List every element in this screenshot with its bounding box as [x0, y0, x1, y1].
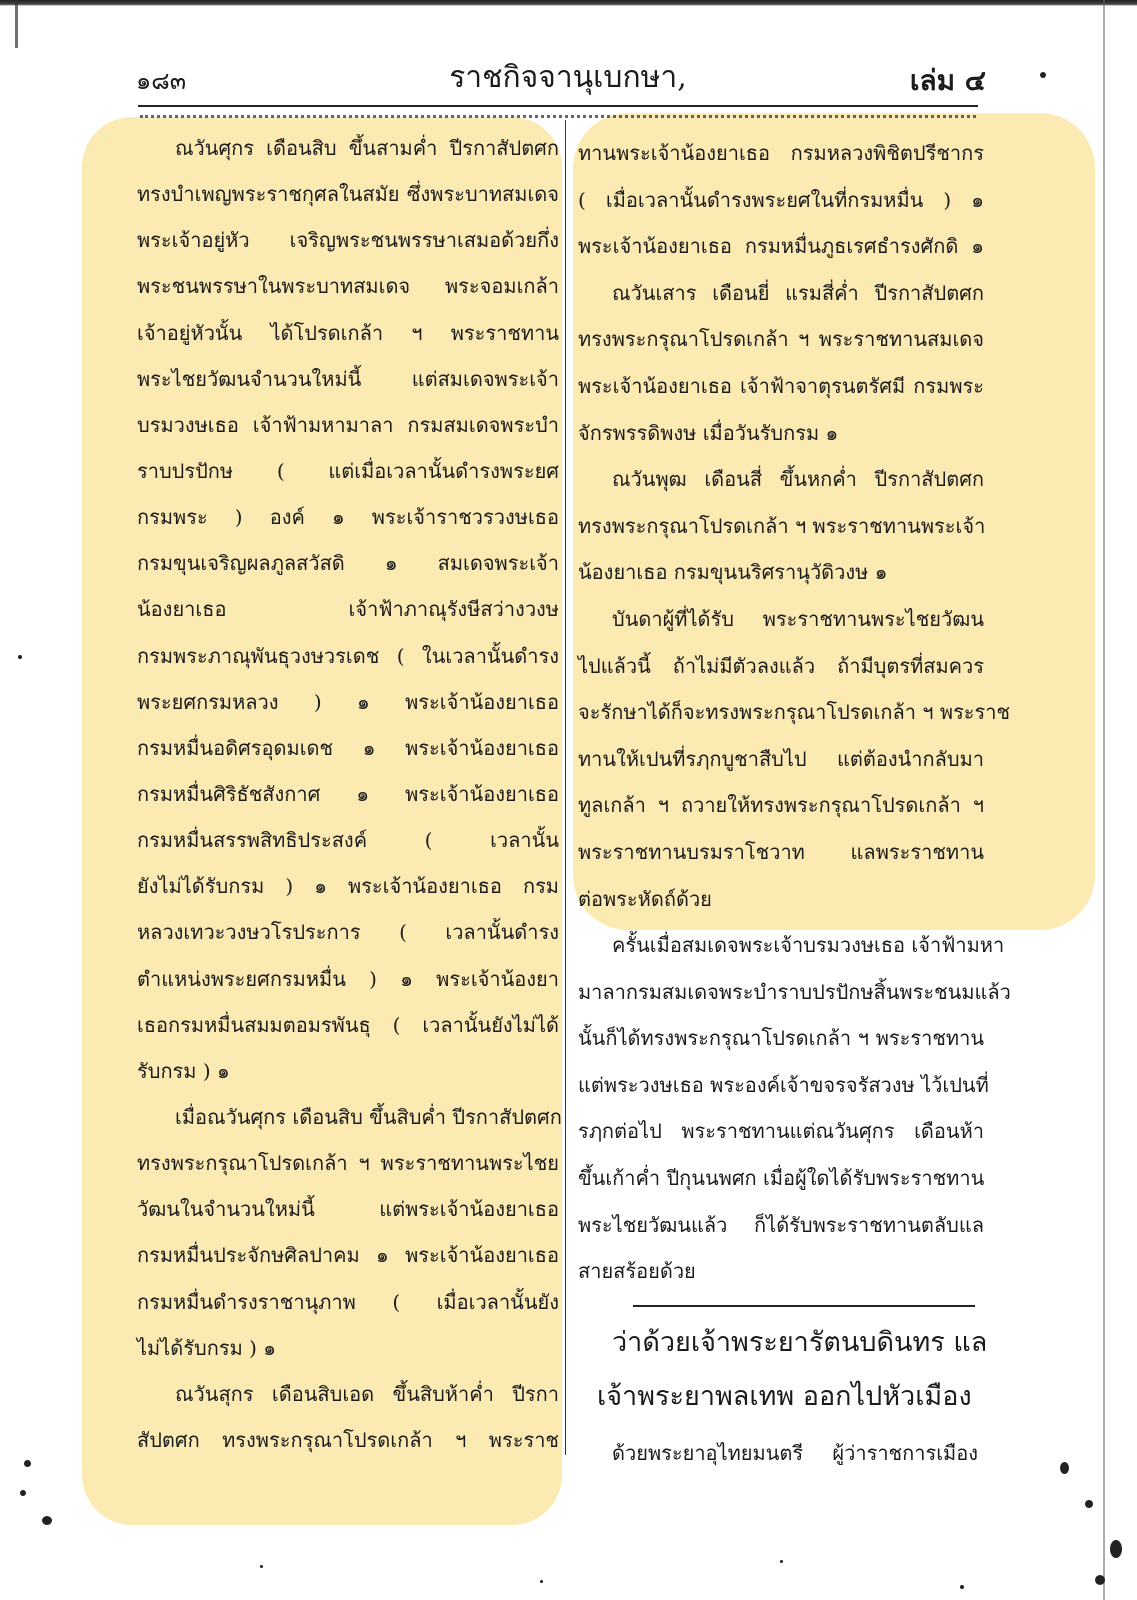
text-line: กรมหมื่นอดิศรอุดมเดช ๑ พระเจ้าน้องยาเธอ: [137, 735, 559, 760]
text-line: พระเจ้าน้องยาเธอ เจ้าฟ้าจาตุรนตรัศมี กรมพระ: [578, 373, 984, 398]
scan-speck: [540, 1580, 543, 1583]
scan-speck: [1110, 1540, 1122, 1558]
text-line: ขึ้นเก้าค่ำ ปีกุนนพศก เมื่อผู้ใดได้รับพระราชทาน: [578, 1166, 985, 1191]
text-line: ไม่ได้รับกรม ) ๑: [137, 1335, 276, 1360]
text-line: จักรพรรดิพงษ เมื่อวันรับกรม ๑: [578, 420, 839, 445]
section-rule: [633, 1305, 975, 1307]
text-line: ราบปรปักษ ( แต่เมื่อเวลานั้นดำรงพระยศ: [137, 458, 559, 483]
text-line: ทรงพระกรุณาโปรดเกล้า ฯ พระราชทานสมเดจ: [578, 327, 984, 352]
text-line: น้องยาเธอ เจ้าฟ้าภาณุรังษีสว่างวงษ: [137, 597, 559, 622]
scan-speck: [24, 1460, 31, 1467]
text-line: เมื่อณวันศุกร เดือนสิบ ขึ้นสิบค่ำ ปีรกาสัปตศก: [175, 1104, 562, 1129]
text-line: ต่อพระหัดถ์ด้วย: [578, 886, 712, 911]
text-line: เจ้าอยู่หัวนั้น ได้โปรดเกล้า ฯ พระราชทาน: [137, 320, 559, 345]
text-line: ( เมื่อเวลานั้นดำรงพระยศในที่กรมหมื่น ) ๑: [578, 187, 984, 212]
scan-speck: [960, 1585, 964, 1589]
text-line: ทูลเกล้า ฯ ถวายให้ทรงพระกรุณาโปรดเกล้า ฯ: [578, 793, 984, 818]
volume-number: เล่ม ๔: [909, 64, 986, 97]
text-line: ทรงพระกรุณาโปรดเกล้า ฯ พระราชทานพระไชย: [137, 1151, 559, 1176]
text-line: ณวันศุกร เดือนสิบ ขึ้นสามค่ำ ปีรกาสัปตศก: [175, 136, 559, 160]
scan-speck: [780, 1560, 783, 1563]
scan-border-right: [1103, 0, 1105, 1600]
text-line: ยังไม่ได้รับกรม ) ๑ พระเจ้าน้องยาเธอ กรม: [137, 874, 559, 899]
section-heading: ว่าด้วยเจ้าพระยารัตนบดินทร แล: [612, 1327, 988, 1358]
text-line: พระไชยวัฒนจำนวนใหม่นี้ แต่สมเดจพระเจ้า: [137, 366, 559, 391]
scan-speck: [1040, 72, 1046, 78]
text-line: บันดาผู้ที่ได้รับ พระราชทานพระไชยวัฒน: [612, 606, 984, 631]
text-line: พระเจ้าอยู่หัว เจริญพระชนพรรษาเสมอด้วยกึ่ง: [137, 228, 559, 253]
text-line: พระเจ้าน้องยาเธอ กรมหมื่นภูธเรศธำรงศักดิ ๑: [578, 234, 984, 259]
text-line: กรมพระ ) องค์ ๑ พระเจ้าราชวรวงษเธอ: [137, 505, 559, 530]
text-line: สายสร้อยด้วย: [578, 1259, 696, 1284]
text-line: กรมหมื่นสรรพสิทธิประสงค์ ( เวลานั้น: [137, 828, 559, 853]
section-first-line: ด้วยพระยาอุไทยมนตรี ผู้ว่าราชการเมือง: [612, 1441, 978, 1465]
text-line: ณวันสุกร เดือนสิบเอด ขึ้นสิบห้าค่ำ ปีรกา: [175, 1381, 559, 1406]
text-line: กรมหมื่นศิริธัชสังกาศ ๑ พระเจ้าน้องยาเธอ: [137, 781, 559, 806]
text-line: พระราชทานบรมราโชวาท แลพระราชทาน: [578, 839, 984, 864]
text-line: นั้นก็ได้ทรงพระกรุณาโปรดเกล้า ฯ พระราชทาน: [578, 1026, 984, 1051]
scan-speck: [20, 1490, 26, 1496]
text-line: มาลากรมสมเดจพระบำราบปรปักษสิ้นพระชนมแล้ว: [578, 979, 1011, 1004]
text-line: กรมหมื่นประจักษศิลปาคม ๑ พระเจ้าน้องยาเธอ: [137, 1243, 559, 1268]
page-number: ๑๘๓: [136, 67, 187, 95]
scan-speck: [1060, 1462, 1069, 1474]
text-line: ณวันพุฒ เดือนสี่ ขึ้นหกค่ำ ปีรกาสัปตศก: [612, 467, 984, 492]
scan-speck: [42, 1516, 52, 1525]
text-line: กรมขุนเจริญผลภูลสวัสดิ ๑ สมเดจพระเจ้า: [137, 551, 559, 576]
scan-speck: [260, 1565, 263, 1568]
scan-border-top: [0, 0, 1137, 6]
text-line: ทรงพระกรุณาโปรดเกล้า ฯ พระราชทานพระเจ้า: [578, 513, 986, 538]
header-rule: [138, 105, 978, 107]
header-ornament-rule: [140, 115, 976, 118]
text-line: ไปแล้วนี้ ถ้าไม่มีตัวลงแล้ว ถ้ามีบุตรที่สมควร: [578, 653, 984, 678]
text-line: เธอกรมหมื่นสมมตอมรพันธุ ( เวลานั้นยังไม่ได้: [137, 1012, 559, 1037]
text-line: ณวันเสาร เดือนยี่ แรมสี่ค่ำ ปีรกาสัปตศก: [612, 280, 984, 305]
text-line: กรมหมื่นดำรงราชานุภาพ ( เมื่อเวลานั้นยัง: [137, 1289, 559, 1314]
text-line: พระไชยวัฒนแล้ว ก็ได้รับพระราชทานตลับแล: [578, 1212, 984, 1237]
text-line: ตำแหน่งพระยศกรมหมื่น ) ๑ พระเจ้าน้องยา: [137, 966, 559, 991]
gazette-title: ราชกิจจานุเบกษา,: [449, 60, 687, 95]
text-line: น้องยาเธอ กรมขุนนริศรานุวัดิวงษ ๑: [578, 560, 888, 585]
scan-border-left: [15, 0, 18, 48]
text-line: สัปตศก ทรงพระกรุณาโปรดเกล้า ฯ พระราช: [137, 1427, 559, 1452]
text-line: หลวงเทวะวงษวโรประการ ( เวลานั้นดำรง: [137, 920, 559, 945]
text-line: รฦกต่อไป พระราชทานแต่ณวันศุกร เดือนห้า: [578, 1119, 984, 1144]
text-line: พระยศกรมหลวง ) ๑ พระเจ้าน้องยาเธอ: [137, 689, 559, 714]
text-line: ทรงบำเพญพระราชกุศลในสมัย ซึ่งพระบาทสมเดจ: [137, 182, 559, 207]
text-line: บรมวงษเธอ เจ้าฟ้ามหามาลา กรมสมเดจพระบำ: [137, 412, 559, 437]
scan-speck: [18, 655, 22, 659]
column-divider: [565, 120, 566, 1455]
right-column: [578, 130, 1011, 1295]
text-line: วัฒนในจำนวนใหม่นี้ แต่พระเจ้าน้องยาเธอ: [137, 1197, 559, 1222]
section-heading: เจ้าพระยาพลเทพ ออกไปหัวเมือง: [597, 1381, 972, 1412]
scan-speck: [1085, 1500, 1093, 1508]
scan-speck: [1095, 1575, 1105, 1585]
left-column: [137, 125, 562, 1463]
text-line: ทานให้เปนที่รฦกบูชาสืบไป แต่ต้องนำกลับมา: [578, 746, 984, 771]
text-line: กรมพระภาณุพันธุวงษวรเดช ( ในเวลานั้นดำรง: [137, 643, 559, 668]
text-line: พระชนพรรษาในพระบาทสมเดจ พระจอมเกล้า: [137, 274, 559, 299]
text-line: แต่พระวงษเธอ พระองค์เจ้าขจรจรัสวงษ ไว้เปนที่: [578, 1072, 989, 1097]
text-line: ทานพระเจ้าน้องยาเธอ กรมหลวงพิชิตปรีชากร: [578, 141, 984, 165]
text-line: รับกรม ) ๑: [137, 1058, 230, 1083]
text-line: ครั้นเมื่อสมเดจพระเจ้าบรมวงษเธอ เจ้าฟ้ามหา: [612, 933, 1005, 958]
text-line: จะรักษาได้ก็จะทรงพระกรุณาโปรดเกล้า ฯ พระราช: [578, 700, 1011, 725]
